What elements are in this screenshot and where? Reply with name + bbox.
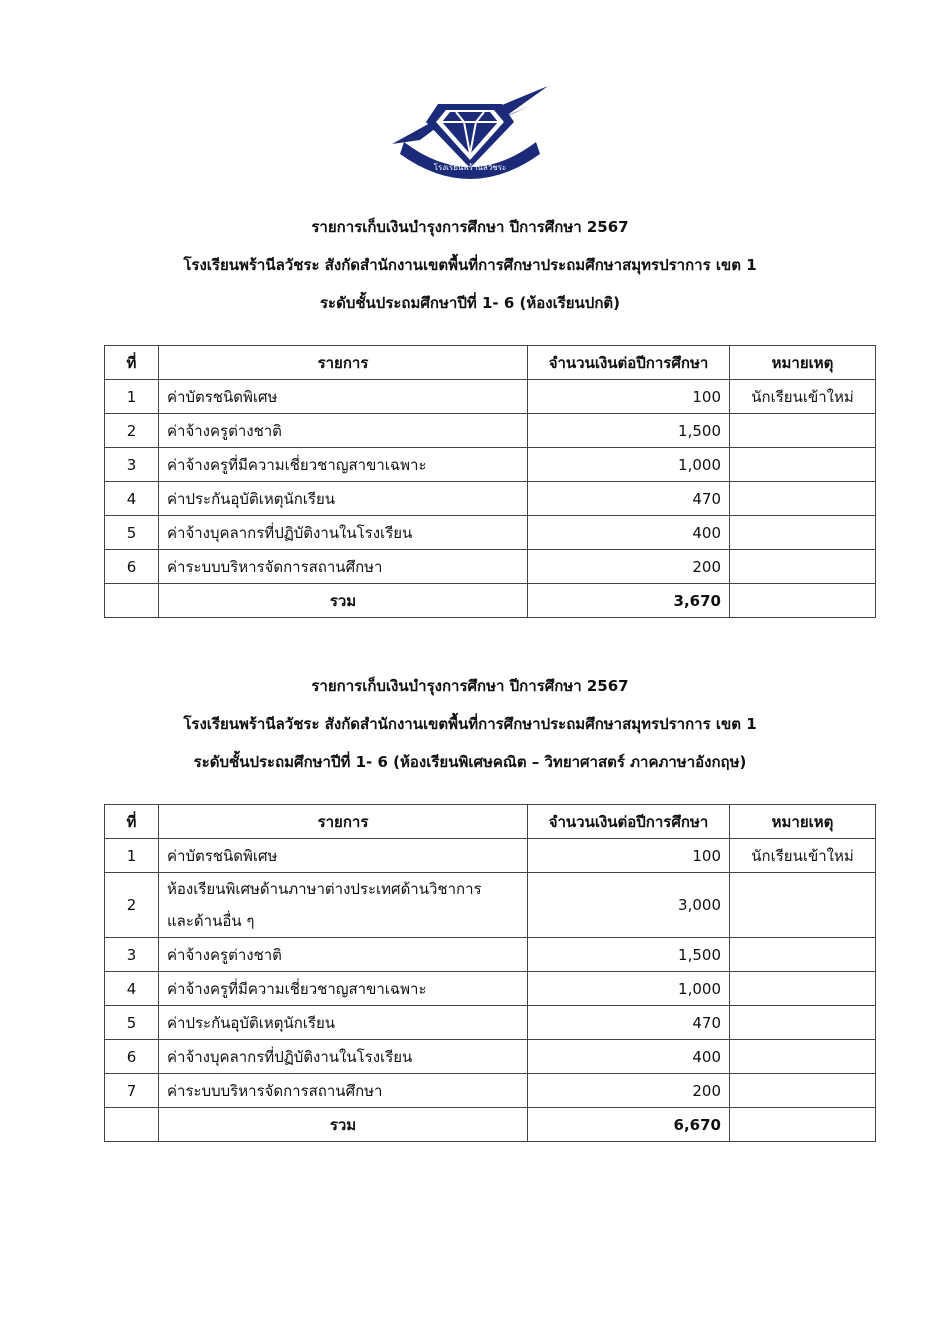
row-amount: 100 bbox=[528, 839, 730, 873]
row-item: ค่าระบบบริหารจัดการสถานศึกษา bbox=[159, 1074, 528, 1108]
table-row bbox=[105, 482, 876, 516]
row-amount: 470 bbox=[528, 1006, 730, 1040]
row-item: ค่าจ้างครูที่มีความเชี่ยวชาญสาขาเฉพาะ bbox=[159, 972, 528, 1006]
header-no: ที่ bbox=[105, 805, 159, 839]
table-row bbox=[105, 972, 876, 1006]
row-amount: 1,500 bbox=[528, 414, 730, 448]
row-amount: 200 bbox=[528, 1074, 730, 1108]
table-row bbox=[105, 873, 876, 938]
total-label: รวม bbox=[159, 1108, 528, 1142]
section-1-heading bbox=[0, 208, 940, 322]
row-no: 4 bbox=[105, 482, 159, 516]
table-row bbox=[105, 448, 876, 482]
total-row bbox=[105, 1108, 876, 1142]
row-note bbox=[730, 550, 876, 584]
svg-text:โรงเรียนพร้านีลวัชระ: โรงเรียนพร้านีลวัชระ bbox=[433, 163, 507, 172]
row-note bbox=[730, 516, 876, 550]
table-row bbox=[105, 1040, 876, 1074]
row-amount: 3,000 bbox=[528, 873, 730, 938]
row-no: 3 bbox=[105, 938, 159, 972]
row-note: นักเรียนเข้าใหม่ bbox=[730, 380, 876, 414]
row-no: 7 bbox=[105, 1074, 159, 1108]
row-item: ค่าบัตรชนิดพิเศษ bbox=[159, 839, 528, 873]
section-2-level: ระดับชั้นประถมศึกษาปีที่ 1- 6 (ห้องเรียนพิเศษคณิต – วิทยาศาสตร์ ภาคภาษาอังกฤษ) bbox=[193, 753, 747, 771]
total-label: รวม bbox=[159, 584, 528, 618]
row-amount: 400 bbox=[528, 1040, 730, 1074]
row-note bbox=[730, 1074, 876, 1108]
row-item: ค่าประกันอุบัติเหตุนักเรียน bbox=[159, 1006, 528, 1040]
row-note bbox=[730, 414, 876, 448]
row-amount: 470 bbox=[528, 482, 730, 516]
header-note: หมายเหตุ bbox=[730, 346, 876, 380]
table-row bbox=[105, 414, 876, 448]
section-1-title: รายการเก็บเงินบำรุงการศึกษา ปีการศึกษา 2567 bbox=[311, 218, 629, 236]
row-note bbox=[730, 1006, 876, 1040]
row-no: 2 bbox=[105, 873, 159, 938]
fee-table-special bbox=[104, 804, 876, 1142]
row-no: 1 bbox=[105, 839, 159, 873]
header-amount: จำนวนเงินต่อปีการศึกษา bbox=[528, 805, 730, 839]
row-item: ค่าจ้างบุคลากรที่ปฏิบัติงานในโรงเรียน bbox=[159, 516, 528, 550]
row-no: 4 bbox=[105, 972, 159, 1006]
section-2-title: รายการเก็บเงินบำรุงการศึกษา ปีการศึกษา 2567 bbox=[311, 677, 629, 695]
header-item: รายการ bbox=[159, 346, 528, 380]
table-row bbox=[105, 1074, 876, 1108]
header-amount: จำนวนเงินต่อปีการศึกษา bbox=[528, 346, 730, 380]
row-item: ค่าจ้างบุคลากรที่ปฏิบัติงานในโรงเรียน bbox=[159, 1040, 528, 1074]
row-no: 2 bbox=[105, 414, 159, 448]
row-no: 6 bbox=[105, 1040, 159, 1074]
section-2-heading bbox=[0, 667, 940, 781]
row-item: ค่าจ้างครูต่างชาติ bbox=[159, 414, 528, 448]
table-row bbox=[105, 516, 876, 550]
row-no: 5 bbox=[105, 1006, 159, 1040]
section-1-level: ระดับชั้นประถมศึกษาปีที่ 1- 6 (ห้องเรียนปกติ) bbox=[319, 294, 620, 312]
row-note bbox=[730, 873, 876, 938]
table-row bbox=[105, 839, 876, 873]
header-note: หมายเหตุ bbox=[730, 805, 876, 839]
row-no: 1 bbox=[105, 380, 159, 414]
row-amount: 400 bbox=[528, 516, 730, 550]
row-amount: 1,000 bbox=[528, 972, 730, 1006]
row-item: ค่าระบบบริหารจัดการสถานศึกษา bbox=[159, 550, 528, 584]
table-header-row bbox=[105, 805, 876, 839]
row-item bbox=[159, 873, 528, 938]
row-note bbox=[730, 482, 876, 516]
table-row bbox=[105, 380, 876, 414]
row-note bbox=[730, 448, 876, 482]
row-item: ค่าจ้างครูต่างชาติ bbox=[159, 938, 528, 972]
row-note bbox=[730, 972, 876, 1006]
table-row bbox=[105, 550, 876, 584]
fee-table-regular bbox=[104, 345, 876, 618]
row-item: ค่าบัตรชนิดพิเศษ bbox=[159, 380, 528, 414]
total-amount: 3,670 bbox=[528, 584, 730, 618]
row-amount: 1,000 bbox=[528, 448, 730, 482]
row-no: 3 bbox=[105, 448, 159, 482]
header-no: ที่ bbox=[105, 346, 159, 380]
row-amount: 200 bbox=[528, 550, 730, 584]
table-header-row bbox=[105, 346, 876, 380]
section-2-school: โรงเรียนพร้านีลวัชระ สังกัดสำนักงานเขตพื้นที่การศึกษาประถมศึกษาสมุทรปราการ เขต 1 bbox=[183, 715, 757, 733]
row-no: 6 bbox=[105, 550, 159, 584]
row-amount: 100 bbox=[528, 380, 730, 414]
row-item-line-1: ห้องเรียนพิเศษด้านภาษาต่างประเทศด้านวิชาการ bbox=[167, 880, 482, 898]
row-note: นักเรียนเข้าใหม่ bbox=[730, 839, 876, 873]
section-1-school: โรงเรียนพร้านีลวัชระ สังกัดสำนักงานเขตพื้นที่การศึกษาประถมศึกษาสมุทรปราการ เขต 1 bbox=[183, 256, 757, 274]
row-item: ค่าจ้างครูที่มีความเชี่ยวชาญสาขาเฉพาะ bbox=[159, 448, 528, 482]
row-item: ค่าประกันอุบัติเหตุนักเรียน bbox=[159, 482, 528, 516]
total-amount: 6,670 bbox=[528, 1108, 730, 1142]
header-item: รายการ bbox=[159, 805, 528, 839]
total-row bbox=[105, 584, 876, 618]
row-no: 5 bbox=[105, 516, 159, 550]
table-row bbox=[105, 938, 876, 972]
row-item-line-2: และด้านอื่น ๆ bbox=[167, 912, 255, 930]
table-row bbox=[105, 1006, 876, 1040]
school-logo bbox=[390, 82, 550, 182]
row-note bbox=[730, 938, 876, 972]
row-note bbox=[730, 1040, 876, 1074]
row-amount: 1,500 bbox=[528, 938, 730, 972]
